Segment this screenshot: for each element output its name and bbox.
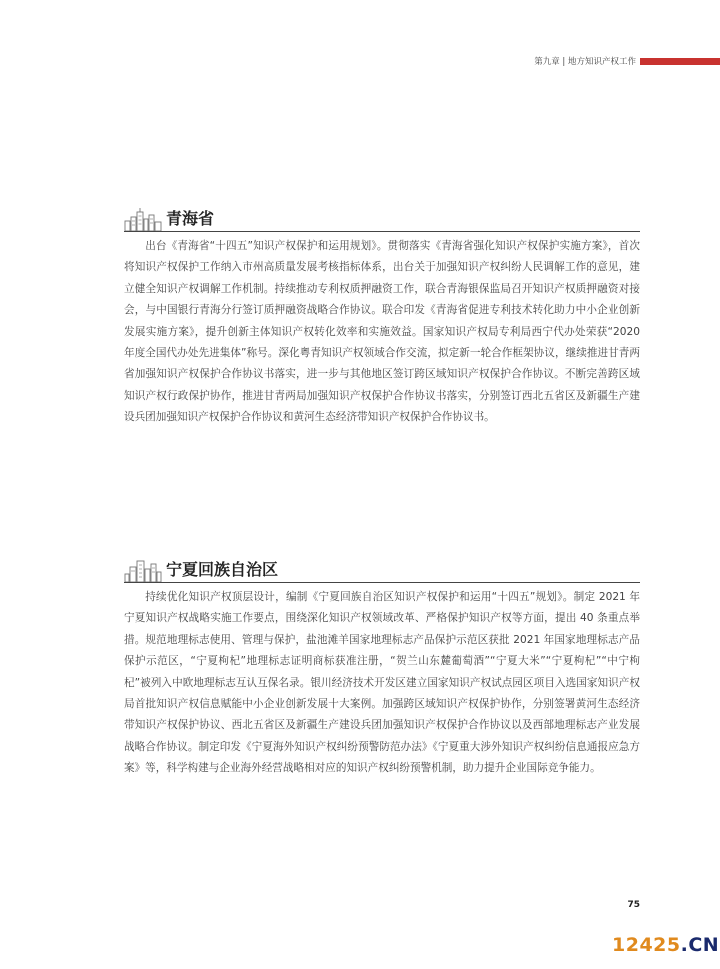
- section-heading: [124, 556, 640, 583]
- section-body: 持续优化知识产权顶层设计，编制《宁夏回族自治区知识产权保护和运用“十四五”规划》。制定 2021 年宁夏知识产权战略实施工作要点，围绕深化知识产权领域改革、严格保护知识产权等方面，提出 40 条重点举措。规范地理标志使用、管理与保护，盐池滩羊国家地理标志产品保护示范区获批 2021 年国家地理标志产品保护示范区，“宁夏枸杞”地理标志证明商标获准注册，“贺兰山东麓葡萄酒”“宁夏大米”“宁夏枸杞”“中宁枸杞”被列入中欧地理标志互认互保名录。银川经济技术开发区建立国家知识产权试点园区项目入选国家知识产权局首批知识产权信息赋能中小企业创新发展十大案例。加强跨区域知识产权保护协作，分别签署黄河生态经济带知识产权保护协议、西北五省区及新疆生产建设兵团加强知识产权保护合作协议以及西部地理标志产业发展战略合作协议。制定印发《宁夏海外知识产权纠纷预警防范办法》《宁夏重大涉外知识产权纠纷信息通报应急方案》等，科学构建与企业海外经营战略相对应的知识产权纠纷预警机制，助力提升企业国际竞争能力。: [124, 591, 640, 775]
- watermark-number: 12425: [612, 934, 681, 956]
- page-number: 75: [627, 900, 640, 910]
- watermark-tld: .CN: [680, 934, 720, 956]
- running-header: [534, 55, 720, 67]
- city-skyline-icon: [124, 207, 162, 231]
- section-ningxia: [124, 556, 640, 780]
- section-body: 出台《青海省“十四五”知识产权保护和运用规划》。贯彻落实《青海省强化知识产权保护实施方案》，首次将知识产权保护工作纳入市州高质量发展考核指标体系，出台关于加强知识产权纠纷人民调解工作的意见，建立健全知识产权调解工作机制。持续推动专利权质押融资工作，联合青海银保监局召开知识产权质押融资对接会，与中国银行青海分行签订质押融资战略合作协议。联合印发《青海省促进专利技术转化助力中小企业创新发展实施方案》，提升创新主体知识产权转化效率和实施效益。国家知识产权局专利局西宁代办处荣获“2020 年度全国代办处先进集体”称号。深化粤青知识产权领域合作交流，拟定新一轮合作框架协议，继续推进甘青两省加强知识产权保护合作协议书落实，进一步与其他地区签订跨区域知识产权保护合作协议。不断完善跨区域知识产权行政保护协作，推进甘青两局加强知识产权保护合作协议书落实，分别签订西北五省区及新疆生产建设兵团加强知识产权保护合作协议和黄河生态经济带知识产权保护合作协议书。: [124, 240, 640, 424]
- chapter-label: [534, 55, 636, 67]
- chapter-number: 第九章: [534, 57, 560, 67]
- chapter-title: 地方知识产权工作: [567, 57, 636, 67]
- chapter-accent-bar: [640, 58, 720, 65]
- chapter-separator: |: [562, 57, 566, 67]
- watermark-logo: [612, 934, 719, 956]
- city-skyline-icon: [124, 558, 162, 582]
- section-title: 青海省: [166, 209, 215, 228]
- section-heading: [124, 205, 640, 232]
- section-title: 宁夏回族自治区: [166, 560, 279, 579]
- section-qinghai: [124, 205, 640, 429]
